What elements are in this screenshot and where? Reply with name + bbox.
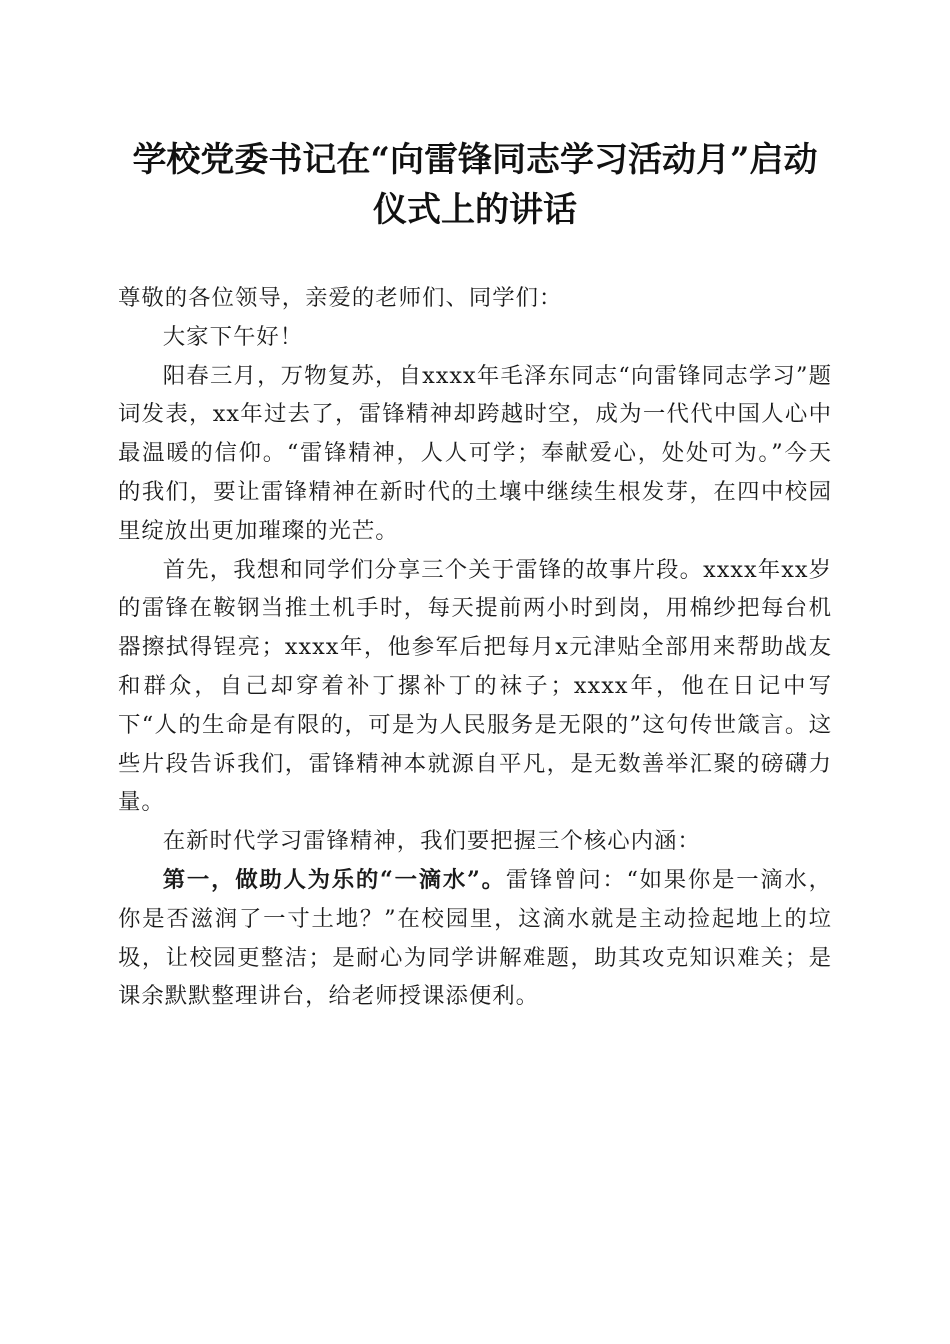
document-body: [118, 279, 832, 1016]
paragraph-first-point: [118, 861, 832, 1016]
document-page: [118, 0, 832, 1344]
paragraph-core-meanings: 在新时代学习雷锋精神，我们要把握三个核心内涵：: [162, 828, 701, 855]
salutation: 尊敬的各位领导，亲爱的老师们、同学们：: [118, 285, 563, 311]
paragraph-opening: 阳春三月，万物复苏，自xxxx年毛泽东同志“向雷锋同志学习”题词发表，xx年过去了，雷锋精神却跨越时空，成为一代代中国人心中最温暖的信仰。“雷锋精神，人人可学；奉献爱心，处处可为。”今天的我们，要让雷锋精神在新时代的土壤中继续生根发芽，在四中校园里绽放出更加璀璨的光芒。: [118, 362, 832, 544]
first-point-heading: 第一，做助人为乐的“一滴水”。: [162, 866, 506, 893]
paragraph-stories: 首先，我想和同学们分享三个关于雷锋的故事片段。xxxx年xx岁的雷锋在鞍钢当推土机手时，每天提前两小时到岗，用棉纱把每台机器擦拭得锃亮；xxxx年，他参军后把每月x元津贴全部用来帮助战友和群众，自己却穿着补丁摞补丁的袜子；xxxx年，他在日记中写下“人的生命是有限的，可是为人民服务是无限的”这句传世箴言。这些片段告诉我们，雷锋精神本就源自平凡，是无数善举汇聚的磅礴力量。: [118, 556, 832, 816]
greeting: 大家下午好！: [162, 323, 304, 350]
first-point-body: 雷锋曾问：“如果你是一滴水，你是否滋润了一寸土地？”在校园里，这滴水就是主动捡起地上的垃圾，让校园更整洁；是耐心为同学讲解难题，助其攻克知识难关；是课余默默整理讲台，给老师授课添便利。: [118, 866, 832, 1010]
document-title: 学校党委书记在“向雷锋同志学习活动月”启动仪式上的讲话: [132, 140, 818, 230]
